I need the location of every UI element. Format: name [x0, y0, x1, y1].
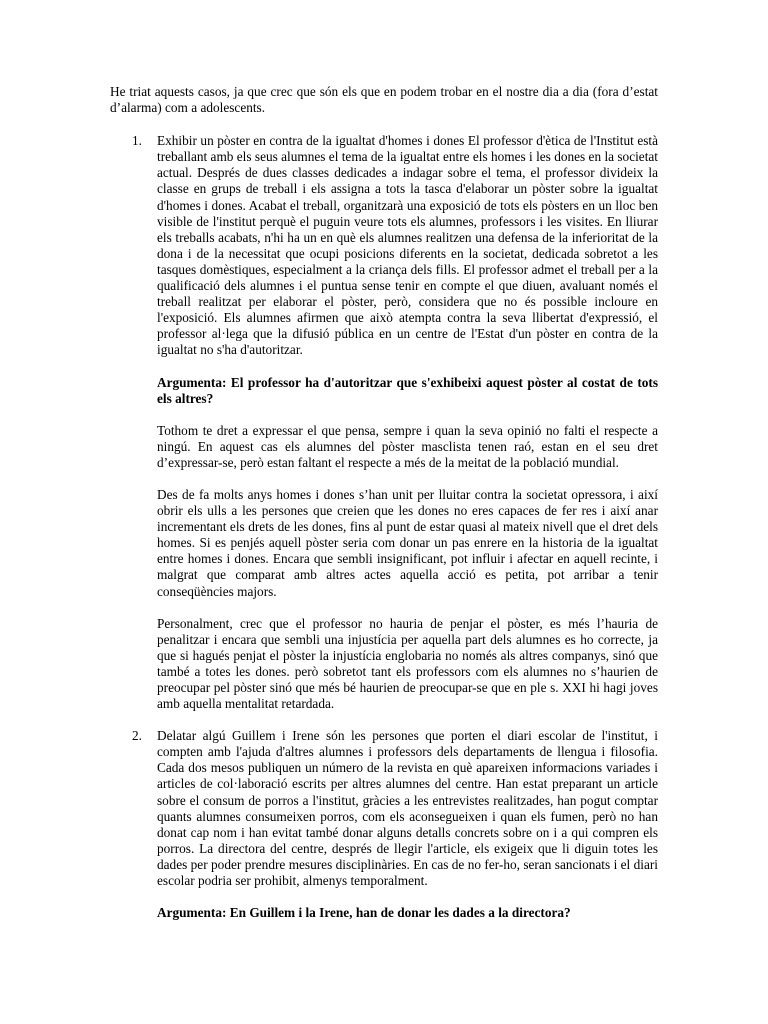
argumenta-question: Argumenta: El professor ha d'autoritzar que s'exhibeixi aquest pòster al costat de tots els altres?	[157, 374, 658, 406]
case-number: 1.	[132, 133, 142, 149]
response-paragraph: Personalment, crec que el professor no hauria de penjar el pòster, es més l’hauria de penalitzar i encara que sembli una injustícia per aquella part dels alumnes es ho correcte, ja que si hagués penjat el pòster la injustícia englobaria no només als altres companys, sinó que també a totes les dones. però sobretot tant els professors com els alumnes no s’haurien de preocupar pel pòster sinó que més bé haurien de preocupar-se que en ple s. XXI hi hagi joves amb aquella mentalitat retardada.	[157, 615, 658, 712]
response-paragraph: Des de fa molts anys homes i dones s’han unit per lluitar contra la societat opressora, i així obrir els ulls a les persones que creien que les dones no eres capaces de fer res i així anar incrementant els drets de les dones, fins al punt de estar quasi al mateix nivell que el dret dels homes. Si es penjés aquell pòster seria com donar un pas enrere en la historia de la igualtat entre homes i dones. Encara que sembli insignificant, pot influir i afectar en aquell recinte, i malgrat que comparat amb altres actes aquella acció es petita, pot arribar a tenir conseqüències majors.	[157, 486, 658, 599]
document-page	[110, 84, 658, 937]
case-description: Exhibir un pòster en contra de la igualtat d'homes i dones El professor d'ètica de l'Institut està treballant amb els seus alumnes el tema de la igualtat entre els homes i les dones en la societat actual. Després de dues classes dedicades a indagar sobre el tema, el professor divideix la classe en grups de treball i els assigna a tots la tasca d'elaborar un pòster sobre la igualtat d'homes i dones. Acabat el treball, organitzarà una exposició de tots els pòsters en un lloc ben visible de l'institut perquè el puguin veure tots els alumnes, professors i les visites. En lliurar els treballs acabats, n'hi ha un en què els alumnes realitzen una defensa de la inferioritat de la dona i de la necessitat que ocupi posicions diferents en la societat, dedicada sobretot a les tasques domèstiques, especialment a la criança dels fills. El professor admet el treball per a la qualificació dels alumnes i el puntua sense tenir en compte el que diuen, avaluant només el treball realitzat per elaborar el pòster, però, considera que no és possible incloure en l'exposició. Els alumnes afirmen que això atempta contra la seva llibertat d'expressió, el professor al·lega que la difusió pública en un centre de l'Estat d'un pòster en contra de la igualtat no s'ha d'autoritzar.	[157, 133, 658, 358]
case-item-2	[110, 728, 658, 921]
argumenta-question: Argumenta: En Guillem i la Irene, han de donar les dades a la directora?	[157, 905, 571, 921]
intro-paragraph: He triat aquests casos, ja que crec que són els que en podem trobar en el nostre dia a dia (fora d’estat d’alarma) com a adolescents.	[110, 84, 658, 116]
case-number: 2.	[132, 728, 142, 744]
case-item-1	[110, 133, 658, 712]
response-paragraph: Tothom te dret a expressar el que pensa, sempre i quan la seva opinió no falti el respecte a ningú. En aquest cas els alumnes del pòster masclista tenen raó, estan en el seu dret d’expressar-se, però estan faltant el respecte a més de la meitat de la població mundial.	[157, 422, 658, 470]
case-description: Delatar algú Guillem i Irene són les persones que porten el diari escolar de l'institut, i compten amb l'ajuda d'altres alumnes i professors dels departaments de llengua i filosofia. Cada dos mesos publiquen un número de la revista en què apareixen informacions variades i articles de col·laboració escrits per altres alumnes del centre. Han estat preparant un article sobre el consum de porros a l'institut, gràcies a les entrevistes realitzades, han pogut comptar quants alumnes consumeixen porros, com els aconsegueixen i quan els fumen, però no han donat cap nom i han evitat també donar alguns detalls concrets sobre on i a qui compren els porros. La directora del centre, després de llegir l'article, els exigeix que li diguin totes les dades per poder prendre mesures disciplinàries. En cas de no fer-ho, seran sancionats i el diari escolar podria ser prohibit, almenys temporalment.	[157, 728, 658, 889]
